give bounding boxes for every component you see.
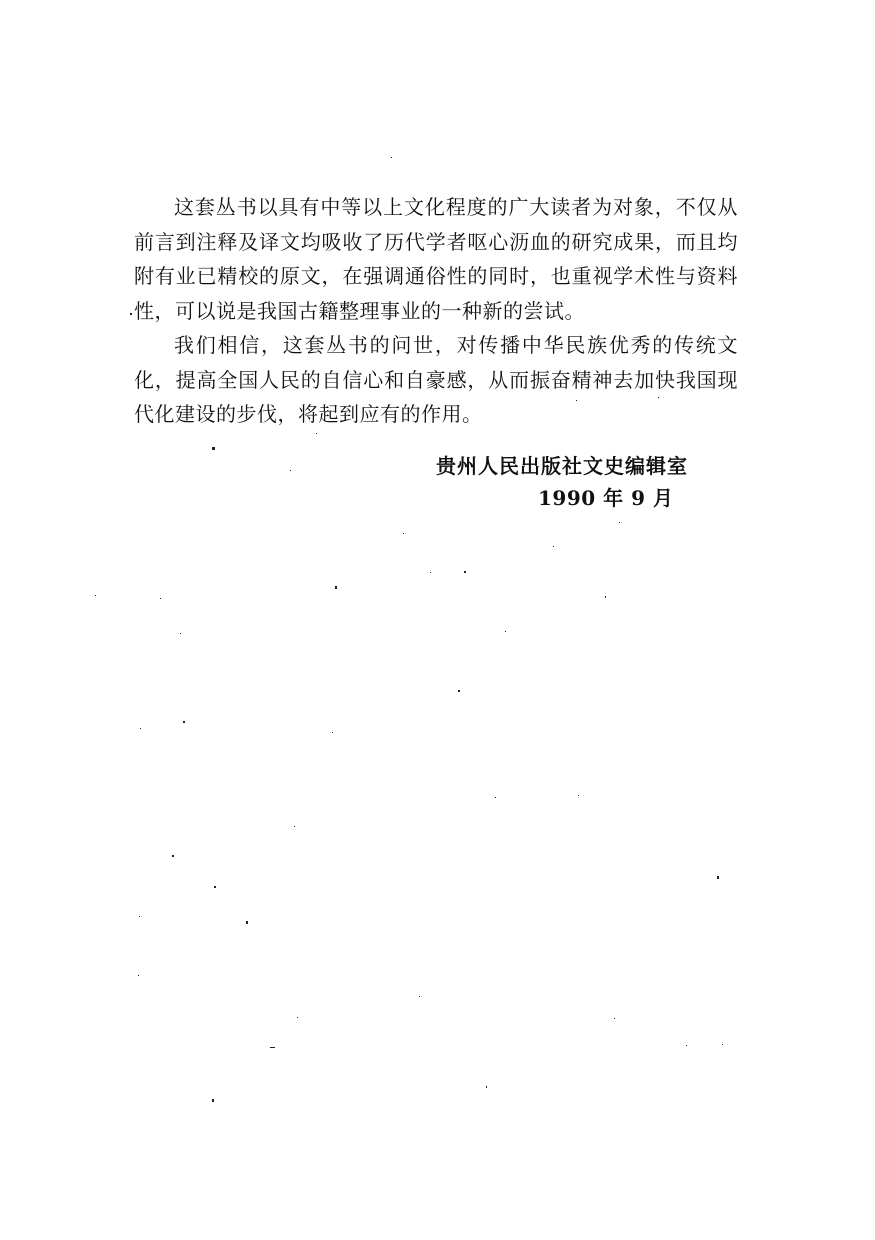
publisher-signature: 贵州人民出版社文史编辑室: [436, 454, 688, 478]
paragraph-2: 我们相信，这套丛书的问世，对传播中华民族优秀的传统文化，提高全国人民的自信心和自豪感，从而振奋精神去加快我国现代化建设的步伐，将起到应有的作用。: [134, 333, 738, 426]
body-text: [134, 190, 738, 432]
signature-block: [436, 450, 736, 514]
signature-date: 1990 年 9 月: [538, 486, 674, 510]
paragraph-1: 这套丛书以具有中等以上文化程度的广大读者为对象，不仅从前言到注释及译文均吸收了历代学者呕心沥血的研究成果，而且均附有业已精校的原文，在强调通俗性的同时，也重视学术性与资料性，可以说是我国古籍整理事业的一种新的尝试。: [134, 195, 738, 323]
